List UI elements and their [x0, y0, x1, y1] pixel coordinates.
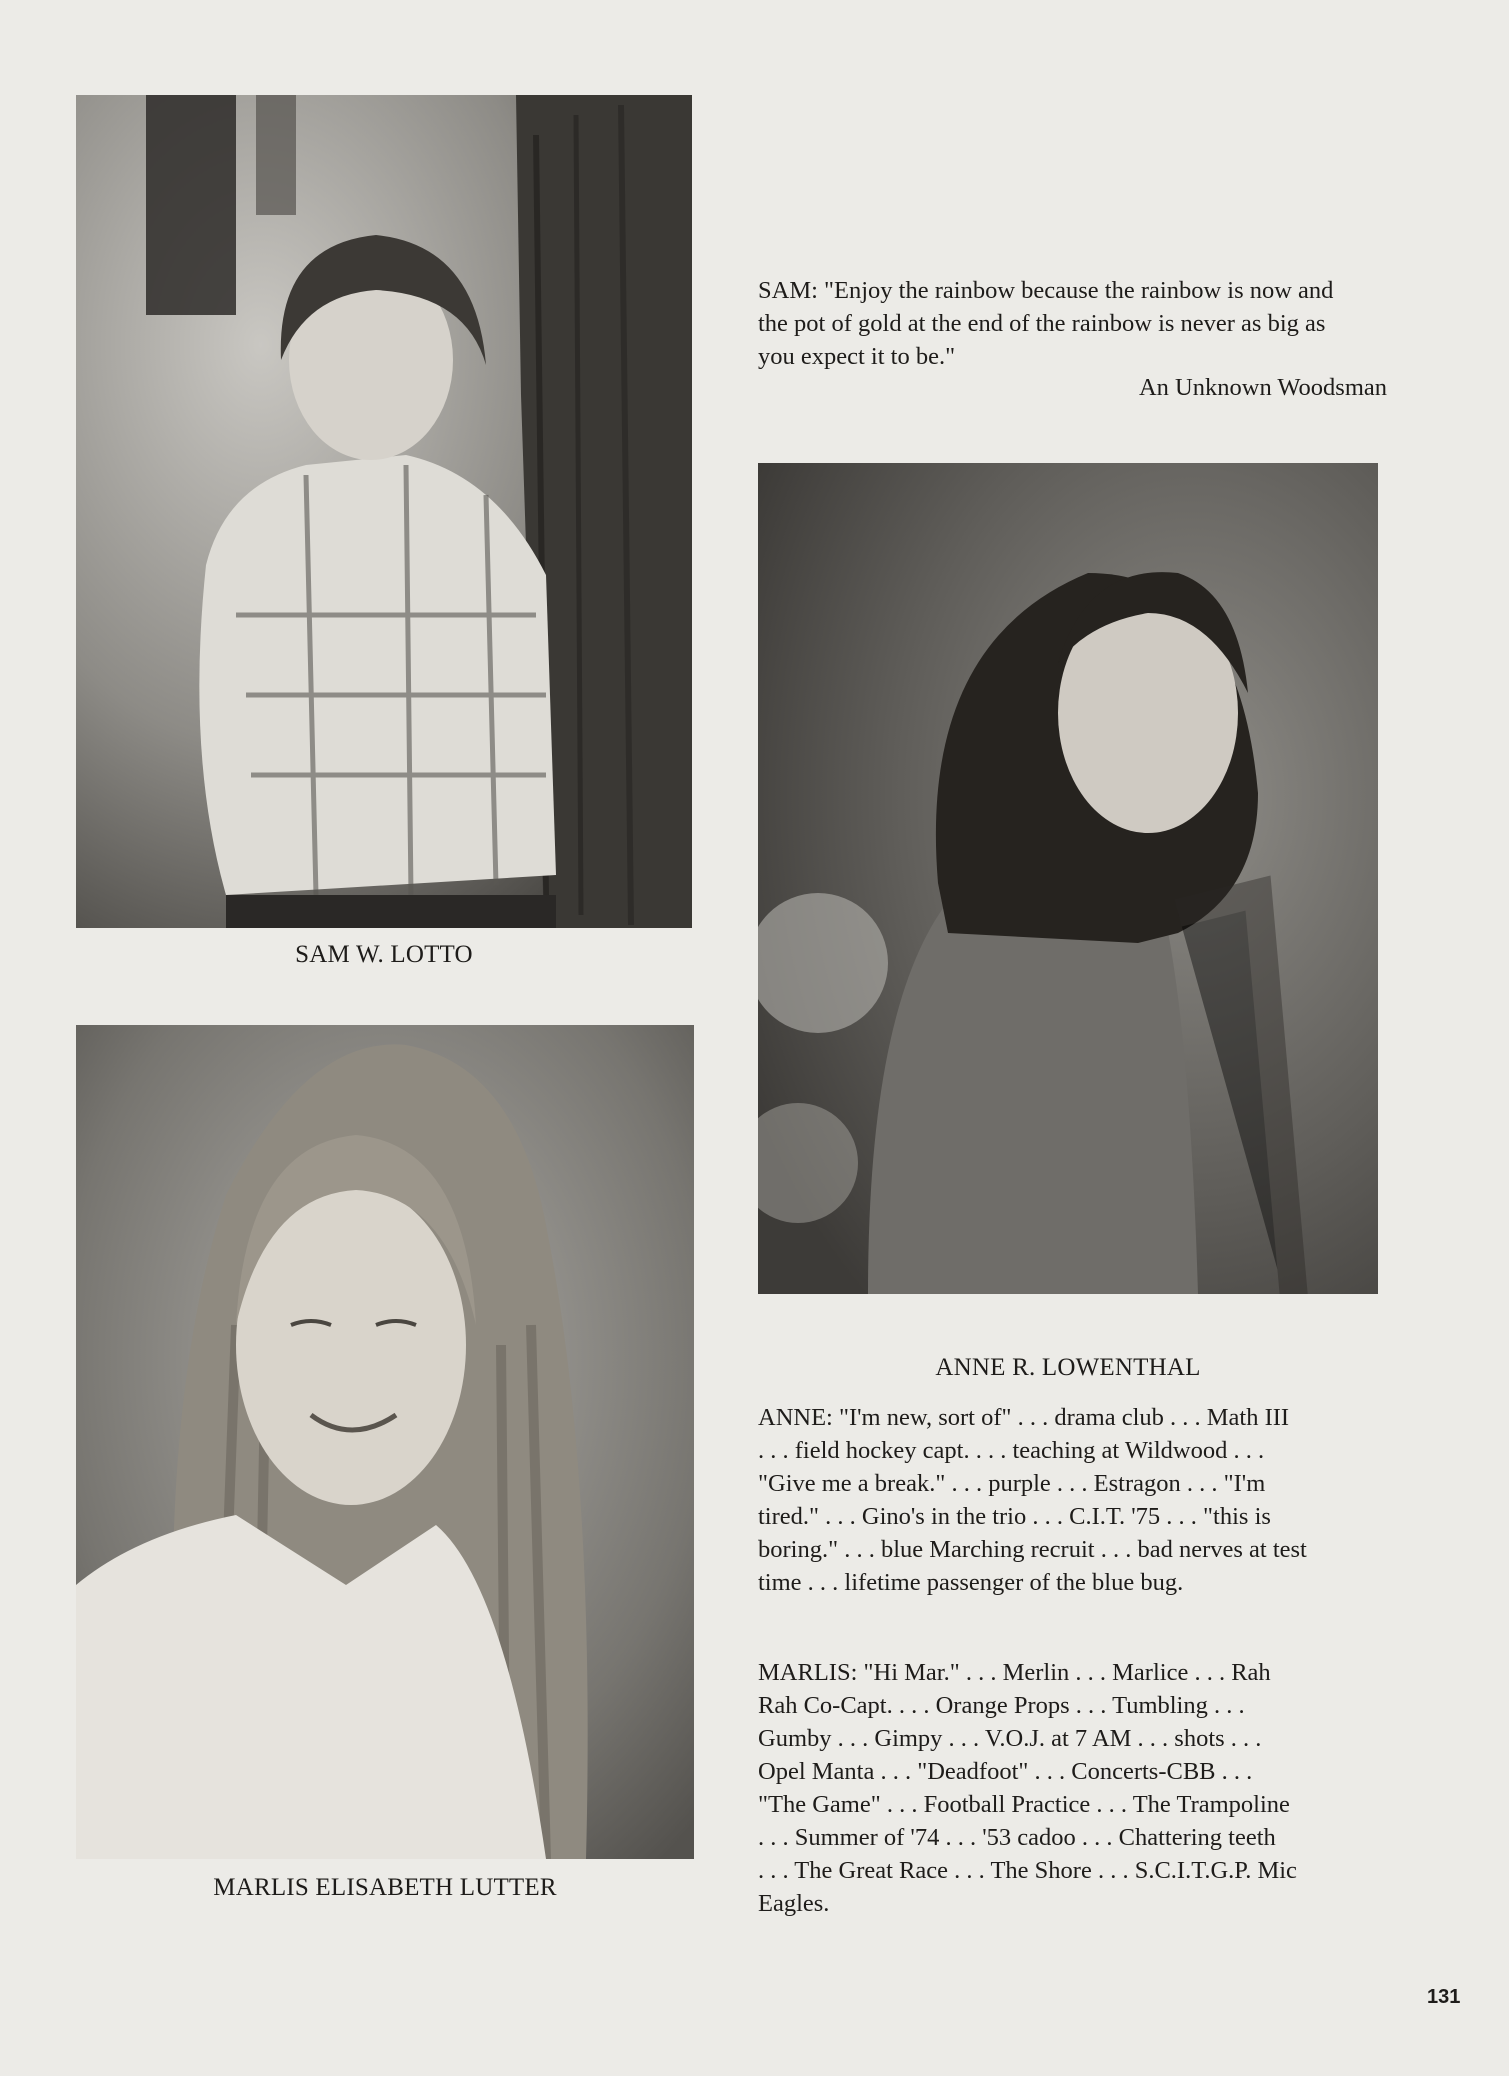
sam-quote-line: the pot of gold at the end of the rainbow is never as big as: [758, 310, 1326, 337]
anne-text-line: tired." . . . Gino's in the trio . . . C.I.T. '75 . . . "this is: [758, 1503, 1271, 1530]
marlis-text-line: Opel Manta . . . "Deadfoot" . . . Concerts-CBB . . .: [758, 1758, 1253, 1785]
caption-sam: SAM W. LOTTO: [295, 941, 473, 968]
portrait-photo-marlis: [76, 1025, 694, 1859]
marlis-text-line: . . . The Great Race . . . The Shore . . . S.C.I.T.G.P. Mic: [758, 1857, 1297, 1884]
marlis-text-line: Rah Co-Capt. . . . Orange Props . . . Tumbling . . .: [758, 1692, 1245, 1719]
marlis-text: [758, 1656, 1297, 1920]
anne-text-line: . . . field hockey capt. . . . teaching at Wildwood . . .: [758, 1437, 1265, 1464]
anne-text-line: time . . . lifetime passenger of the blue bug.: [758, 1569, 1184, 1596]
caption-marlis: MARLIS ELISABETH LUTTER: [213, 1874, 557, 1901]
marlis-text-line: "The Game" . . . Football Practice . . . The Trampoline: [758, 1791, 1290, 1818]
caption-anne: ANNE R. LOWENTHAL: [935, 1354, 1201, 1381]
sam-quote-attribution: An Unknown Woodsman: [1138, 374, 1387, 401]
marlis-text-line: . . . Summer of '74 . . . '53 cadoo . . . Chattering teeth: [758, 1824, 1276, 1851]
portrait-photo-sam: [76, 95, 692, 928]
anne-text-line: "Give me a break." . . . purple . . . Estragon . . . "I'm: [758, 1470, 1266, 1497]
page-number: 131: [1427, 1986, 1461, 2008]
anne-text-line: ANNE: "I'm new, sort of" . . . drama club . . . Math III: [758, 1404, 1290, 1431]
sam-quote-line: SAM: "Enjoy the rainbow because the rainbow is now and: [758, 277, 1334, 304]
portrait-photo-anne: [758, 463, 1378, 1294]
marlis-text-line: Gumby . . . Gimpy . . . V.O.J. at 7 AM . . . shots . . .: [758, 1725, 1262, 1752]
sam-quote-line: you expect it to be.": [758, 343, 956, 370]
marlis-text-line: Eagles.: [758, 1890, 830, 1917]
sam-quote: [758, 274, 1333, 373]
anne-text: [758, 1401, 1307, 1599]
anne-text-line: boring." . . . blue Marching recruit . . . bad nerves at test: [758, 1536, 1307, 1563]
marlis-text-line: MARLIS: "Hi Mar." . . . Merlin . . . Marlice . . . Rah: [758, 1659, 1271, 1686]
